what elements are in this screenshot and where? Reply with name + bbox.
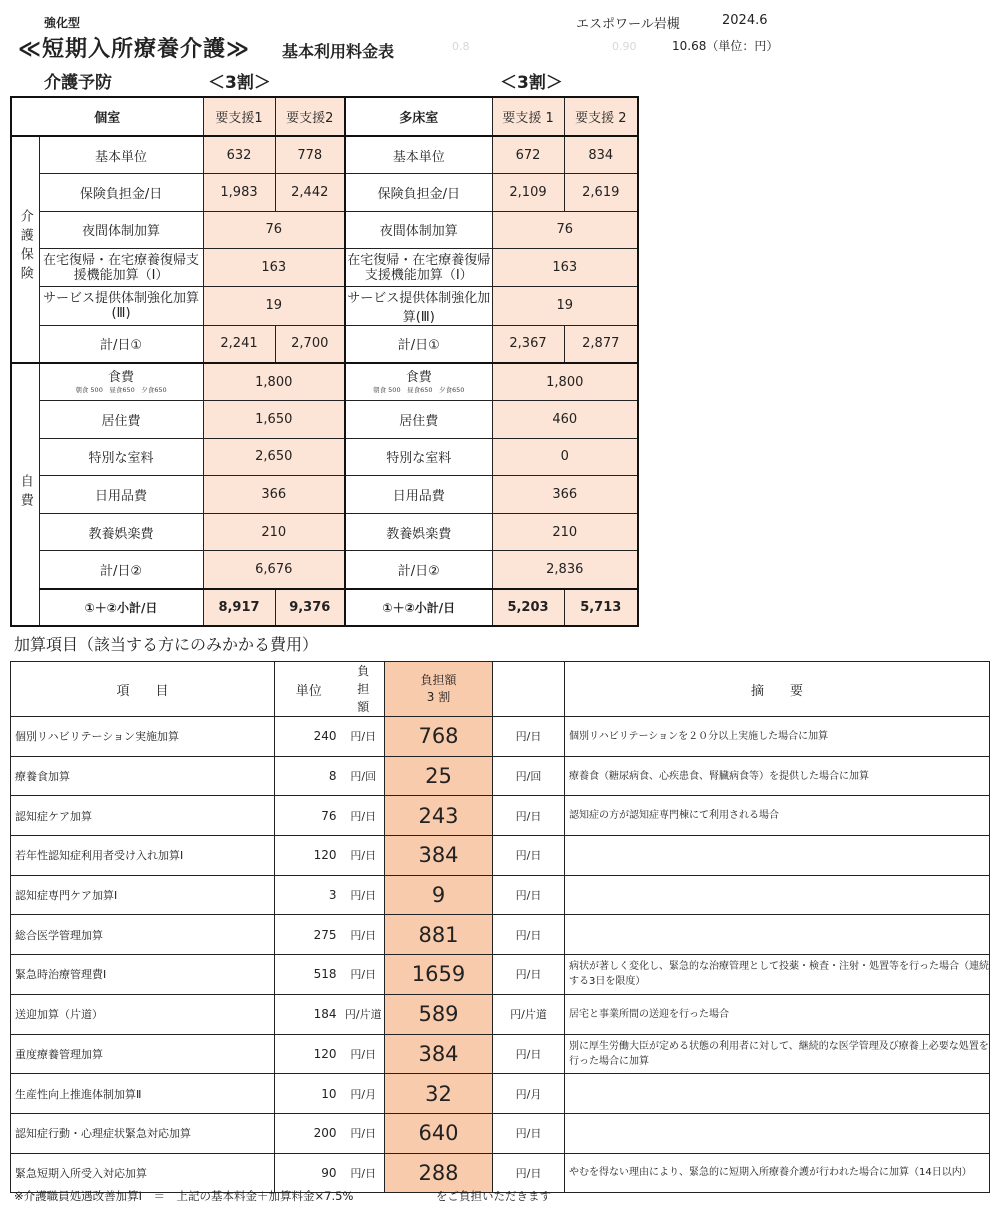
recreation-label-shared: 教養娯楽費 [345,513,492,551]
recreation-shared: 210 [492,513,638,551]
addon-unit: 76 [275,796,343,836]
header-summary: 摘 要 [565,662,990,717]
footer-note: ※介護職員処遇改善加算Ⅰ ＝ 上記の基本料金＋加算料金×7.5% [14,1189,354,1203]
addon-description: 個別リハビリテーションを２０分以上実施した場合に加算 [565,717,990,757]
addon-description [565,875,990,915]
addon-amount-unit: 円/日 [493,1113,565,1153]
addon-unit: 275 [275,915,343,955]
home-return-shared: 163 [492,249,638,287]
addon-name: 送迎加算（片道） [11,994,275,1034]
addon-description: 認知症の方が認知症専門棟にて利用される場合 [565,796,990,836]
addon-description: やむを得ない理由により、緊急的に短期入所療養介護が行われた場合に加算（14日以内） [565,1153,990,1193]
service-label: サービス提供体制強化加算(Ⅲ) [39,286,203,325]
insurance-daily-s1: 2,109 [492,174,564,212]
addon-unit: 120 [275,836,343,876]
addon-amount: 25 [385,756,493,796]
addon-row [11,875,990,915]
total2-label: 計/日② [39,551,203,589]
addon-unit: 200 [275,1113,343,1153]
night-label: 夜間体制加算 [39,211,203,249]
addon-amount-unit: 円/日 [493,875,565,915]
residence-shared: 460 [492,401,638,439]
basic-fee-table [10,96,639,627]
total2-shared: 2,836 [492,551,638,589]
food-private: 1,800 [203,363,345,401]
total1-label: 計/日① [39,325,203,363]
addon-unit: 90 [275,1153,343,1193]
addon-amount: 589 [385,994,493,1034]
shared-support1-header: 要支援 1 [492,97,564,136]
recreation-private: 210 [203,513,345,551]
addon-row [11,717,990,757]
total1-s1: 2,367 [492,325,564,363]
subtotal-label-shared: ①＋②小計/日 [345,589,492,627]
addon-name: 緊急時治療管理費Ⅰ [11,955,275,995]
addon-amount-unit: 円/片道 [493,994,565,1034]
night-shared: 76 [492,211,638,249]
addon-row [11,836,990,876]
addon-amount-unit: 円/日 [493,796,565,836]
addon-amount: 768 [385,717,493,757]
addon-amount: 640 [385,1113,493,1153]
service-private: 19 [203,286,345,325]
base-units-s2: 834 [564,136,638,174]
addon-amount: 32 [385,1074,493,1114]
addon-description: 療養食（糖尿病食、心疾患食、腎臓病食等）を提供した場合に加算 [565,756,990,796]
insurance-group-label: 介護保険 [11,136,39,363]
addon-amount: 881 [385,915,493,955]
faint-value-1: 0.8 [452,40,470,53]
addon-unit-label: 円/日 [343,1153,385,1193]
header-blank [493,662,565,717]
addon-amount-unit: 円/回 [493,756,565,796]
private-support1-header: 要支援1 [203,97,275,136]
addon-unit-label: 円/日 [343,796,385,836]
total1-p1: 2,241 [203,325,275,363]
total2-label-shared: 計/日② [345,551,492,589]
self-pay-group-label: 自費 [11,363,39,626]
ratio-label-left: ＜3割＞ [208,73,271,93]
subtotal-p1: 8,917 [203,589,275,627]
addon-unit: 8 [275,756,343,796]
home-return-label-shared: 在宅復帰・在宅療養復帰支援機能加算（Ⅰ） [345,249,492,287]
addon-description [565,836,990,876]
recreation-label: 教養娯楽費 [39,513,203,551]
subtotal-s2: 5,713 [564,589,638,627]
addon-amount-unit: 円/日 [493,955,565,995]
addon-row [11,1153,990,1193]
addon-unit: 10 [275,1074,343,1114]
food-shared: 1,800 [492,363,638,401]
insurance-daily-p1: 1,983 [203,174,275,212]
addon-amount: 9 [385,875,493,915]
addon-amount-unit: 円/日 [493,836,565,876]
subtotal-label: ①＋②小計/日 [39,589,203,627]
addon-unit-label: 円/日 [343,836,385,876]
service-shared: 19 [492,286,638,325]
food-meal-breakdown: 朝食 500 昼食650 夕食650 [75,385,167,394]
daily-goods-private: 366 [203,476,345,514]
header-burden-ratio: 負担額 3 割 [385,662,493,717]
addon-unit: 240 [275,717,343,757]
residence-private: 1,650 [203,401,345,439]
header-burden: 負担額 [343,662,385,717]
residence-label-shared: 居住費 [345,401,492,439]
base-units-p1: 632 [203,136,275,174]
daily-goods-shared: 366 [492,476,638,514]
addon-unit-label: 円/日 [343,875,385,915]
page-title: ≪短期入所療養介護≫ [18,37,251,62]
total1-p2: 2,700 [275,325,345,363]
subtitle: 強化型 [44,16,81,30]
addon-name: 緊急短期入所受入対応加算 [11,1153,275,1193]
addon-amount: 384 [385,1034,493,1074]
addon-row [11,756,990,796]
section-label: 介護予防 [44,73,112,93]
rate-note: 10.68（単位：円） [672,39,779,53]
addon-row [11,1034,990,1074]
addon-row [11,1074,990,1114]
total1-label-shared: 計/日① [345,325,492,363]
addon-name: 個別リハビリテーション実施加算 [11,717,275,757]
base-units-label: 基本単位 [39,136,203,174]
addon-description: 病状が著しく変化し、緊急的な治療管理として投薬・検査・注射・処置等を行った場合（連続する3日を限度） [565,955,990,995]
subtotal-p2: 9,376 [275,589,345,627]
addon-caption: 加算項目（該当する方にのみかかる費用） [14,635,319,654]
addon-name: 認知症行動・心理症状緊急対応加算 [11,1113,275,1153]
insurance-daily-s2: 2,619 [564,174,638,212]
service-label-shared: サービス提供体制強化加算(Ⅲ) [345,286,492,325]
addon-name: 若年性認知症利用者受け入れ加算Ⅰ [11,836,275,876]
daily-goods-label: 日用品費 [39,476,203,514]
addon-unit-label: 円/日 [343,955,385,995]
addon-unit-label: 円/片道 [343,994,385,1034]
addon-name: 総合医学管理加算 [11,915,275,955]
addon-amount-unit: 円/日 [493,1153,565,1193]
header-unit: 単位 [275,662,343,717]
addon-unit-label: 円/回 [343,756,385,796]
addon-amount-unit: 円/日 [493,717,565,757]
night-private: 76 [203,211,345,249]
addon-description [565,1113,990,1153]
private-support2-header: 要支援2 [275,97,345,136]
residence-label: 居住費 [39,401,203,439]
addon-unit-label: 円/日 [343,1034,385,1074]
home-return-private: 163 [203,249,345,287]
addon-amount-unit: 円/月 [493,1074,565,1114]
addon-unit-label: 円/月 [343,1074,385,1114]
addon-amount-unit: 円/日 [493,915,565,955]
title-suffix: 基本利用料金表 [282,42,395,61]
footer-note-tail: をご負担いただきます [436,1189,551,1203]
addon-row [11,994,990,1034]
addon-row [11,1113,990,1153]
addon-amount: 384 [385,836,493,876]
addon-amount: 1659 [385,955,493,995]
shared-room-header: 多床室 [345,97,492,136]
header-item: 項 目 [11,662,275,717]
addon-row [11,915,990,955]
addon-unit: 3 [275,875,343,915]
food-label-shared: 食費 朝食 500 昼食650 夕食650 [345,363,492,401]
night-label-shared: 夜間体制加算 [345,211,492,249]
addon-name: 生産性向上推進体制加算Ⅱ [11,1074,275,1114]
base-units-s1: 672 [492,136,564,174]
home-return-label: 在宅復帰・在宅療養復帰支援機能加算（Ⅰ） [39,249,203,287]
special-room-label-shared: 特別な室料 [345,438,492,476]
base-units-p2: 778 [275,136,345,174]
ratio-label-right: ＜3割＞ [500,73,563,93]
facility-name: エスポワール岩槻 [576,17,680,32]
addon-amount-unit: 円/日 [493,1034,565,1074]
addon-description [565,1074,990,1114]
addon-name: 重度療養管理加算 [11,1034,275,1074]
addon-description: 別に厚生労働大臣が定める状態の利用者に対して、継続的な医学管理及び療養上必要な処置を行った場合に加算 [565,1034,990,1074]
issue-date: 2024.6 [722,13,768,28]
addon-unit-label: 円/日 [343,1113,385,1153]
total2-private: 6,676 [203,551,345,589]
addon-unit-label: 円/日 [343,915,385,955]
insurance-daily-label: 保険負担金/日 [39,174,203,212]
shared-support2-header: 要支援 2 [564,97,638,136]
faint-value-2: 0.90 [612,40,637,53]
addon-unit: 120 [275,1034,343,1074]
addon-name: 認知症ケア加算 [11,796,275,836]
addon-row [11,955,990,995]
addon-unit: 518 [275,955,343,995]
insurance-daily-p2: 2,442 [275,174,345,212]
special-room-label: 特別な室料 [39,438,203,476]
special-room-shared: 0 [492,438,638,476]
food-label: 食費 朝食 500 昼食650 夕食650 [39,363,203,401]
special-room-private: 2,650 [203,438,345,476]
addon-row [11,796,990,836]
daily-goods-label-shared: 日用品費 [345,476,492,514]
insurance-daily-label-shared: 保険負担金/日 [345,174,492,212]
total1-s2: 2,877 [564,325,638,363]
addon-unit-label: 円/日 [343,717,385,757]
addon-description: 居宅と事業所間の送迎を行った場合 [565,994,990,1034]
addon-name: 認知症専門ケア加算Ⅰ [11,875,275,915]
subtotal-s1: 5,203 [492,589,564,627]
addon-unit: 184 [275,994,343,1034]
addon-amount: 243 [385,796,493,836]
addon-name: 療養食加算 [11,756,275,796]
private-room-header: 個室 [11,97,203,136]
addon-description [565,915,990,955]
addon-fee-table [10,661,990,1193]
base-units-label-shared: 基本単位 [345,136,492,174]
addon-amount: 288 [385,1153,493,1193]
